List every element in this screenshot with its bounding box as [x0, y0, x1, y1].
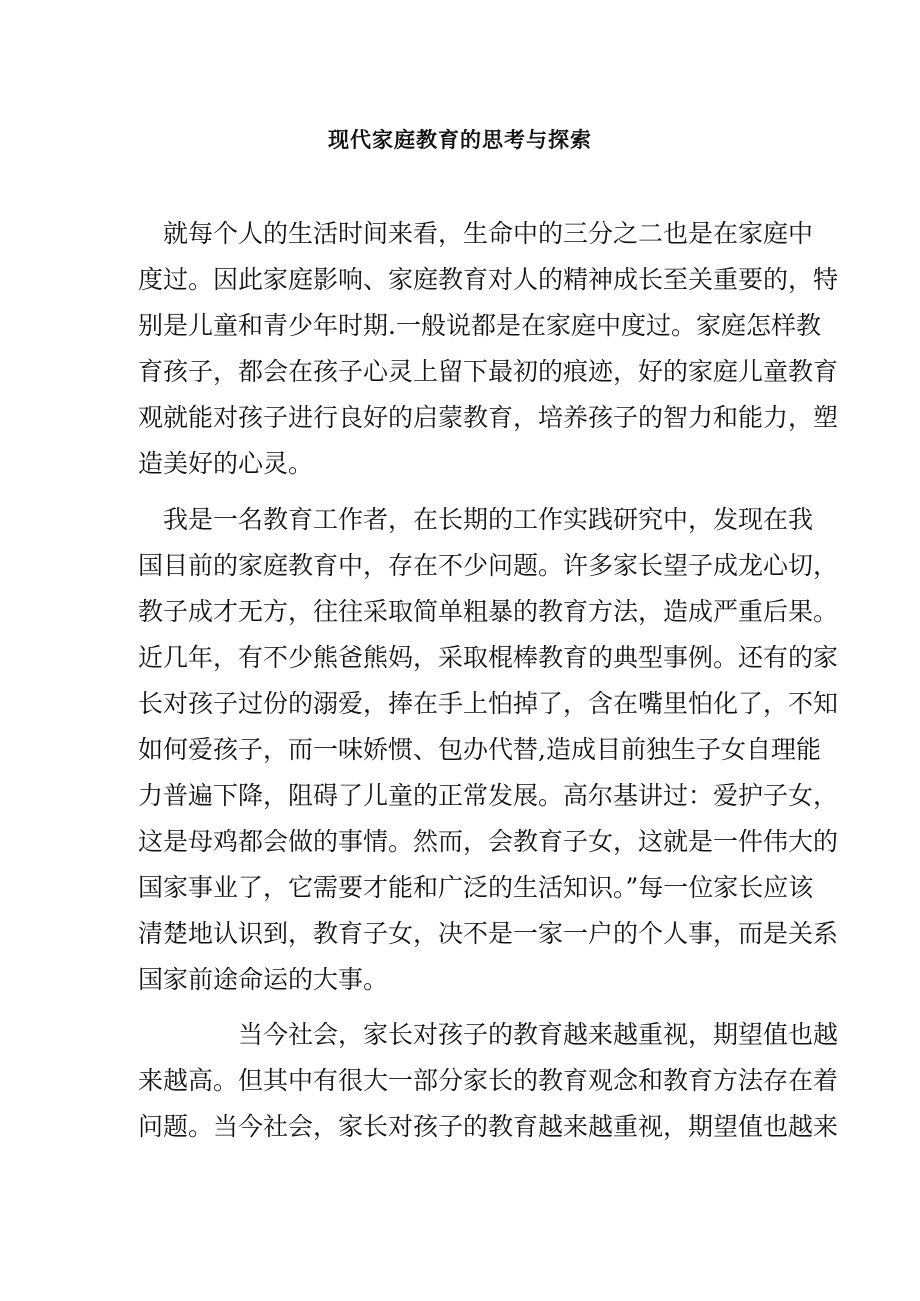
paragraph-line: 我是一名教育工作者，在长期的工作实践研究中，发现在我	[138, 505, 814, 534]
paragraph-line: 造美好的心灵。	[138, 449, 314, 478]
paragraph-line: 当今社会，家长对孩子的教育越来越重视，期望值也越	[138, 1020, 839, 1049]
paragraph-2	[138, 497, 839, 1003]
paragraph-line: 别是儿童和青少年时期.一般说都是在家庭中度过。家庭怎样教	[138, 311, 821, 340]
paragraph-line: 国家事业了，它需要才能和广泛的生活知识。”每一位家长应该	[138, 873, 814, 902]
paragraph-line: 就每个人的生活时间来看，生命中的三分之二也是在家庭中	[138, 219, 814, 248]
paragraph-line: 如何爱孩子，而一味娇惯、包办代替,造成目前独生子女自理能	[138, 735, 821, 764]
paragraph-line: 度过。因此家庭影响、家庭教育对人的精神成长至关重要的，特	[138, 265, 839, 294]
paragraph-line: 来越高。但其中有很大一部分家长的教育观念和教育方法存在着	[138, 1066, 839, 1095]
paragraph-line: 观就能对孩子进行良好的启蒙教育，培养孩子的智力和能力，塑	[138, 403, 839, 432]
paragraph-1	[138, 211, 839, 487]
paragraph-line: 力普遍下降，阻碍了儿童的正常发展。高尔基讲过：爱护子女，	[138, 781, 839, 810]
paragraph-line: 教子成才无方，往往采取简单粗暴的教育方法，造成严重后果。	[138, 597, 839, 626]
paragraph-line: 长对孩子过份的溺爱，捧在手上怕掉了，含在嘴里怕化了，不知	[138, 689, 839, 718]
paragraph-line: 近几年，有不少熊爸熊妈，采取棍棒教育的典型事例。还有的家	[138, 643, 839, 672]
paragraph-3	[138, 1012, 839, 1150]
document-title: 现代家庭教育的思考与探索	[328, 127, 592, 152]
paragraph-line: 清楚地认识到，教育子女，决不是一家一户的个人事，而是关系	[138, 919, 839, 948]
paragraph-line: 国目前的家庭教育中，存在不少问题。许多家长望子成龙心切，	[138, 551, 839, 580]
paragraph-line: 问题。当今社会，家长对孩子的教育越来越重视，期望值也越来	[138, 1112, 839, 1141]
paragraph-line: 国家前途命运的大事。	[138, 965, 389, 994]
paragraph-line: 这是母鸡都会做的事情。然而，会教育子女，这就是一件伟大的	[138, 827, 839, 856]
paragraph-line: 育孩子，都会在孩子心灵上留下最初的痕迹，好的家庭儿童教育	[138, 357, 839, 386]
